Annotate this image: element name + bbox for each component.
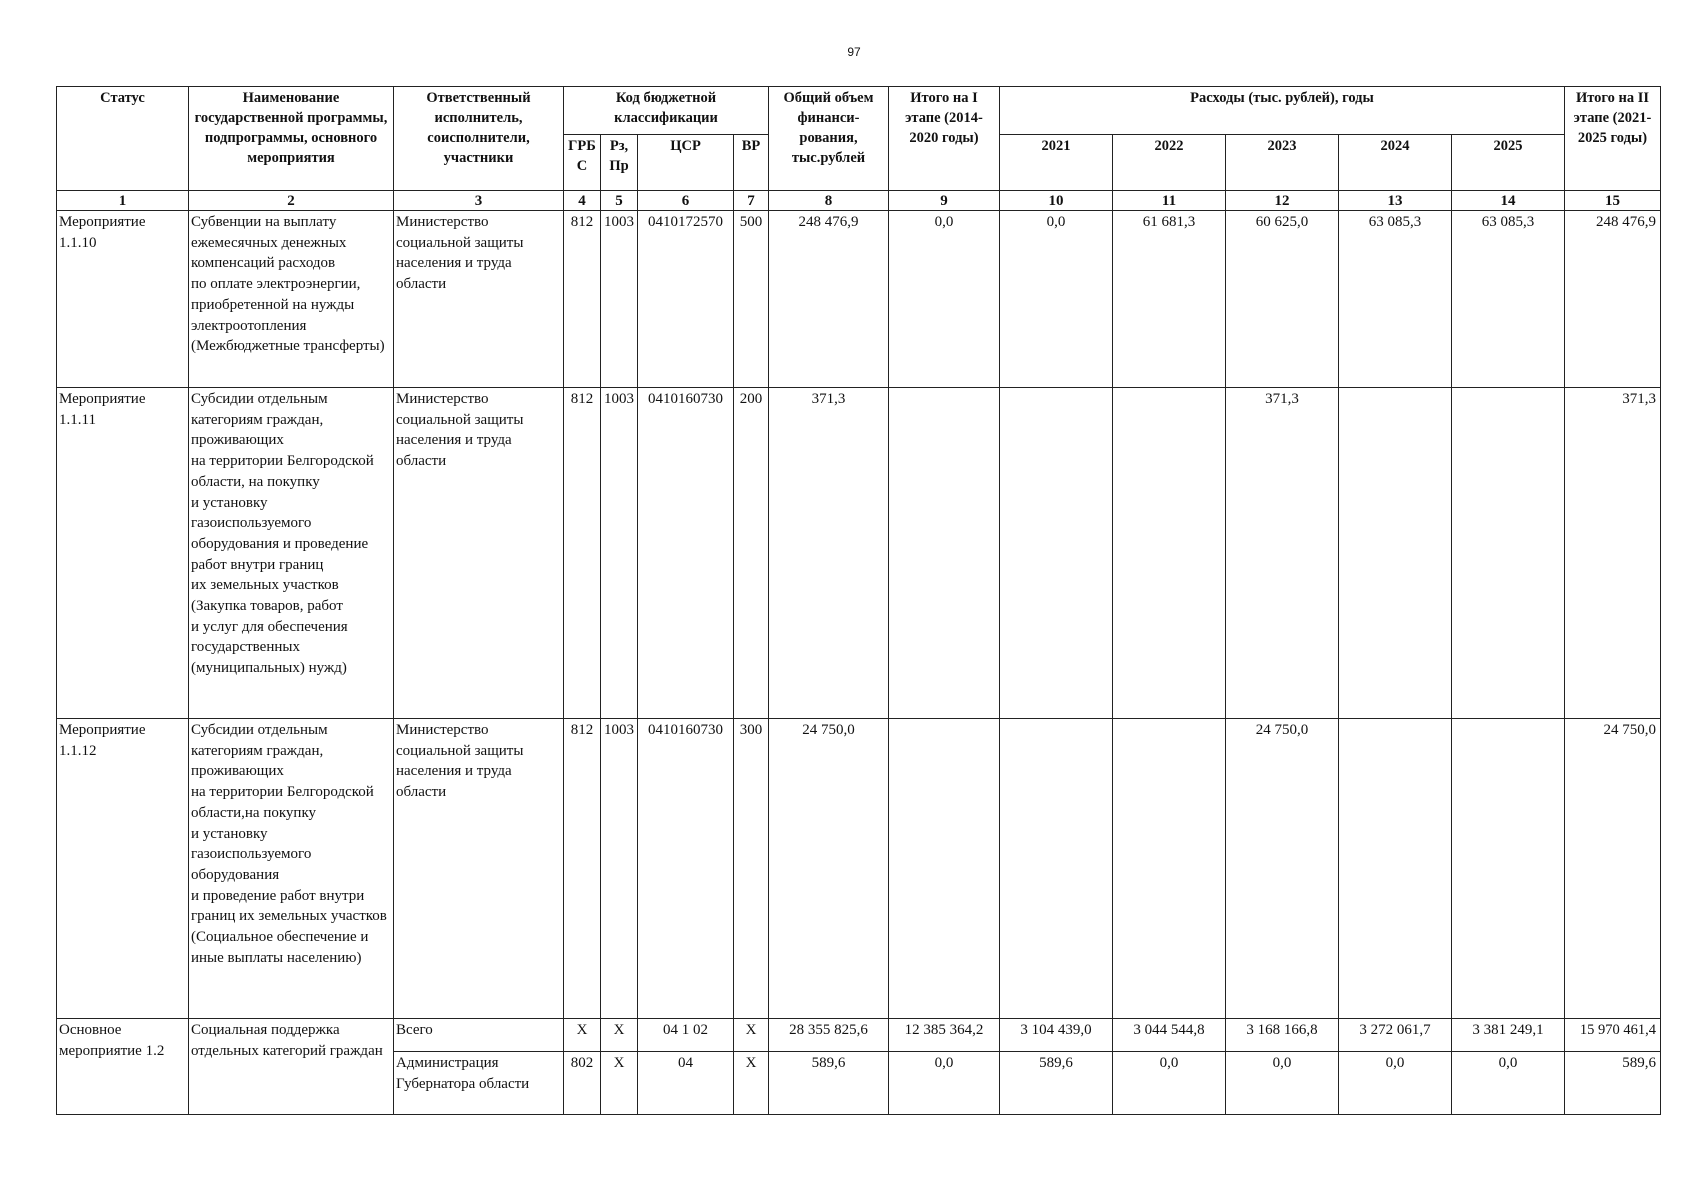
header-year-2024: 2024 — [1339, 135, 1452, 191]
column-number: 7 — [734, 191, 769, 211]
column-number-row — [57, 191, 1661, 211]
header-stage1-total: Итого на I этапе (2014-2020 годы) — [889, 87, 1000, 191]
row-rzpr: 1003 — [601, 211, 638, 388]
header-name: Наименование государственной программы, подпрограммы, основного мероприятия — [189, 87, 394, 191]
page-number: 97 — [847, 45, 861, 59]
column-number: 11 — [1113, 191, 1226, 211]
header-rzpr: Рз, Пр — [601, 135, 638, 191]
row-2025: 3 381 249,1 — [1452, 1019, 1565, 1052]
table-row — [57, 211, 1661, 388]
row-stage1: 0,0 — [889, 211, 1000, 388]
row-2025 — [1452, 719, 1565, 1019]
row-2023: 24 750,0 — [1226, 719, 1339, 1019]
row-total: 589,6 — [769, 1052, 889, 1115]
row-executor: Администрация Губернатора области — [394, 1052, 564, 1115]
row-stage2: 24 750,0 — [1565, 719, 1661, 1019]
row-2024: 3 272 061,7 — [1339, 1019, 1452, 1052]
header-stage2-total: Итого на II этапе (2021-2025 годы) — [1565, 87, 1661, 191]
row-2022: 0,0 — [1113, 1052, 1226, 1115]
column-number: 2 — [189, 191, 394, 211]
row-csr: 0410172570 — [638, 211, 734, 388]
row-2025: 0,0 — [1452, 1052, 1565, 1115]
table-row — [57, 1019, 1661, 1052]
column-number: 4 — [564, 191, 601, 211]
row-grbs: Х — [564, 1019, 601, 1052]
row-2023: 371,3 — [1226, 388, 1339, 719]
column-number: 1 — [57, 191, 189, 211]
column-number: 10 — [1000, 191, 1113, 211]
row-csr: 0410160730 — [638, 719, 734, 1019]
row-name: Субсидии отдельным категориям граждан, проживающих на территории Белгородской области, на покупку и установку газоиспользуемого оборудования и проведение работ внутри границ их земельных участков (Закупка товаров, работ и услуг для обеспечения государственных (муниципальных) нужд) — [189, 388, 394, 719]
row-status: Мероприятие 1.1.10 — [57, 211, 189, 388]
row-2022 — [1113, 388, 1226, 719]
column-number: 12 — [1226, 191, 1339, 211]
row-rzpr: Х — [601, 1019, 638, 1052]
row-2021: 0,0 — [1000, 211, 1113, 388]
row-2024 — [1339, 719, 1452, 1019]
column-number: 15 — [1565, 191, 1661, 211]
table-header — [57, 87, 1661, 211]
row-2024 — [1339, 388, 1452, 719]
row-vr: 200 — [734, 388, 769, 719]
row-stage2: 15 970 461,4 — [1565, 1019, 1661, 1052]
row-stage2: 589,6 — [1565, 1052, 1661, 1115]
row-csr: 0410160730 — [638, 388, 734, 719]
row-stage1: 0,0 — [889, 1052, 1000, 1115]
row-executor: Всего — [394, 1019, 564, 1052]
column-number: 6 — [638, 191, 734, 211]
row-vr: 500 — [734, 211, 769, 388]
header-year-2023: 2023 — [1226, 135, 1339, 191]
header-expenses: Расходы (тыс. рублей), годы — [1000, 87, 1565, 135]
row-total: 24 750,0 — [769, 719, 889, 1019]
header-year-2021: 2021 — [1000, 135, 1113, 191]
header-grbs: ГРБ С — [564, 135, 601, 191]
header-total-volume: Общий объем финанси-рования, тыс.рублей — [769, 87, 889, 191]
header-budget-code: Код бюджетной классификации — [564, 87, 769, 135]
row-grbs: 812 — [564, 719, 601, 1019]
header-csr: ЦСР — [638, 135, 734, 191]
row-name: Социальная поддержка отдельных категорий граждан — [189, 1019, 394, 1115]
header-year-2025: 2025 — [1452, 135, 1565, 191]
column-number: 5 — [601, 191, 638, 211]
row-status: Основное мероприятие 1.2 — [57, 1019, 189, 1115]
row-grbs: 812 — [564, 211, 601, 388]
table-row — [57, 719, 1661, 1019]
table-row — [57, 388, 1661, 719]
row-total: 371,3 — [769, 388, 889, 719]
header-status: Статус — [57, 87, 189, 191]
row-2025 — [1452, 388, 1565, 719]
column-number: 14 — [1452, 191, 1565, 211]
column-number: 13 — [1339, 191, 1452, 211]
row-2024: 0,0 — [1339, 1052, 1452, 1115]
row-2022: 61 681,3 — [1113, 211, 1226, 388]
row-vr: Х — [734, 1019, 769, 1052]
row-vr: Х — [734, 1052, 769, 1115]
row-stage2: 248 476,9 — [1565, 211, 1661, 388]
row-executor: Министерство социальной защиты населения и труда области — [394, 388, 564, 719]
row-2022: 3 044 544,8 — [1113, 1019, 1226, 1052]
row-2023: 60 625,0 — [1226, 211, 1339, 388]
row-2023: 0,0 — [1226, 1052, 1339, 1115]
row-stage1 — [889, 388, 1000, 719]
row-stage2: 371,3 — [1565, 388, 1661, 719]
budget-table — [56, 86, 1661, 1115]
row-rzpr: 1003 — [601, 719, 638, 1019]
header-executor: Ответственный исполнитель, соисполнители, участники — [394, 87, 564, 191]
row-name: Субвенции на выплату ежемесячных денежных компенсаций расходов по оплате электроэнергии, приобретенной на нужды электроотопления (Межбюджетные трансферты) — [189, 211, 394, 388]
row-2021: 589,6 — [1000, 1052, 1113, 1115]
column-number: 9 — [889, 191, 1000, 211]
row-stage1: 12 385 364,2 — [889, 1019, 1000, 1052]
row-2023: 3 168 166,8 — [1226, 1019, 1339, 1052]
row-grbs: 802 — [564, 1052, 601, 1115]
row-grbs: 812 — [564, 388, 601, 719]
row-2024: 63 085,3 — [1339, 211, 1452, 388]
row-2021: 3 104 439,0 — [1000, 1019, 1113, 1052]
row-name: Субсидии отдельным категориям граждан, проживающих на территории Белгородской области,на покупку и установку газоиспользуемого оборудования и проведение работ внутри границ их земельных участков (Социальное обеспечение и иные выплаты населению) — [189, 719, 394, 1019]
row-total: 28 355 825,6 — [769, 1019, 889, 1052]
row-2021 — [1000, 719, 1113, 1019]
row-total: 248 476,9 — [769, 211, 889, 388]
row-2025: 63 085,3 — [1452, 211, 1565, 388]
column-number: 8 — [769, 191, 889, 211]
row-rzpr: Х — [601, 1052, 638, 1115]
row-rzpr: 1003 — [601, 388, 638, 719]
row-executor: Министерство социальной защиты населения и труда области — [394, 719, 564, 1019]
header-vr: ВР — [734, 135, 769, 191]
column-number: 3 — [394, 191, 564, 211]
row-2021 — [1000, 388, 1113, 719]
row-csr: 04 1 02 — [638, 1019, 734, 1052]
row-vr: 300 — [734, 719, 769, 1019]
row-status: Мероприятие 1.1.11 — [57, 388, 189, 719]
row-executor: Министерство социальной защиты населения и труда области — [394, 211, 564, 388]
row-csr: 04 — [638, 1052, 734, 1115]
row-stage1 — [889, 719, 1000, 1019]
row-2022 — [1113, 719, 1226, 1019]
row-status: Мероприятие 1.1.12 — [57, 719, 189, 1019]
header-year-2022: 2022 — [1113, 135, 1226, 191]
